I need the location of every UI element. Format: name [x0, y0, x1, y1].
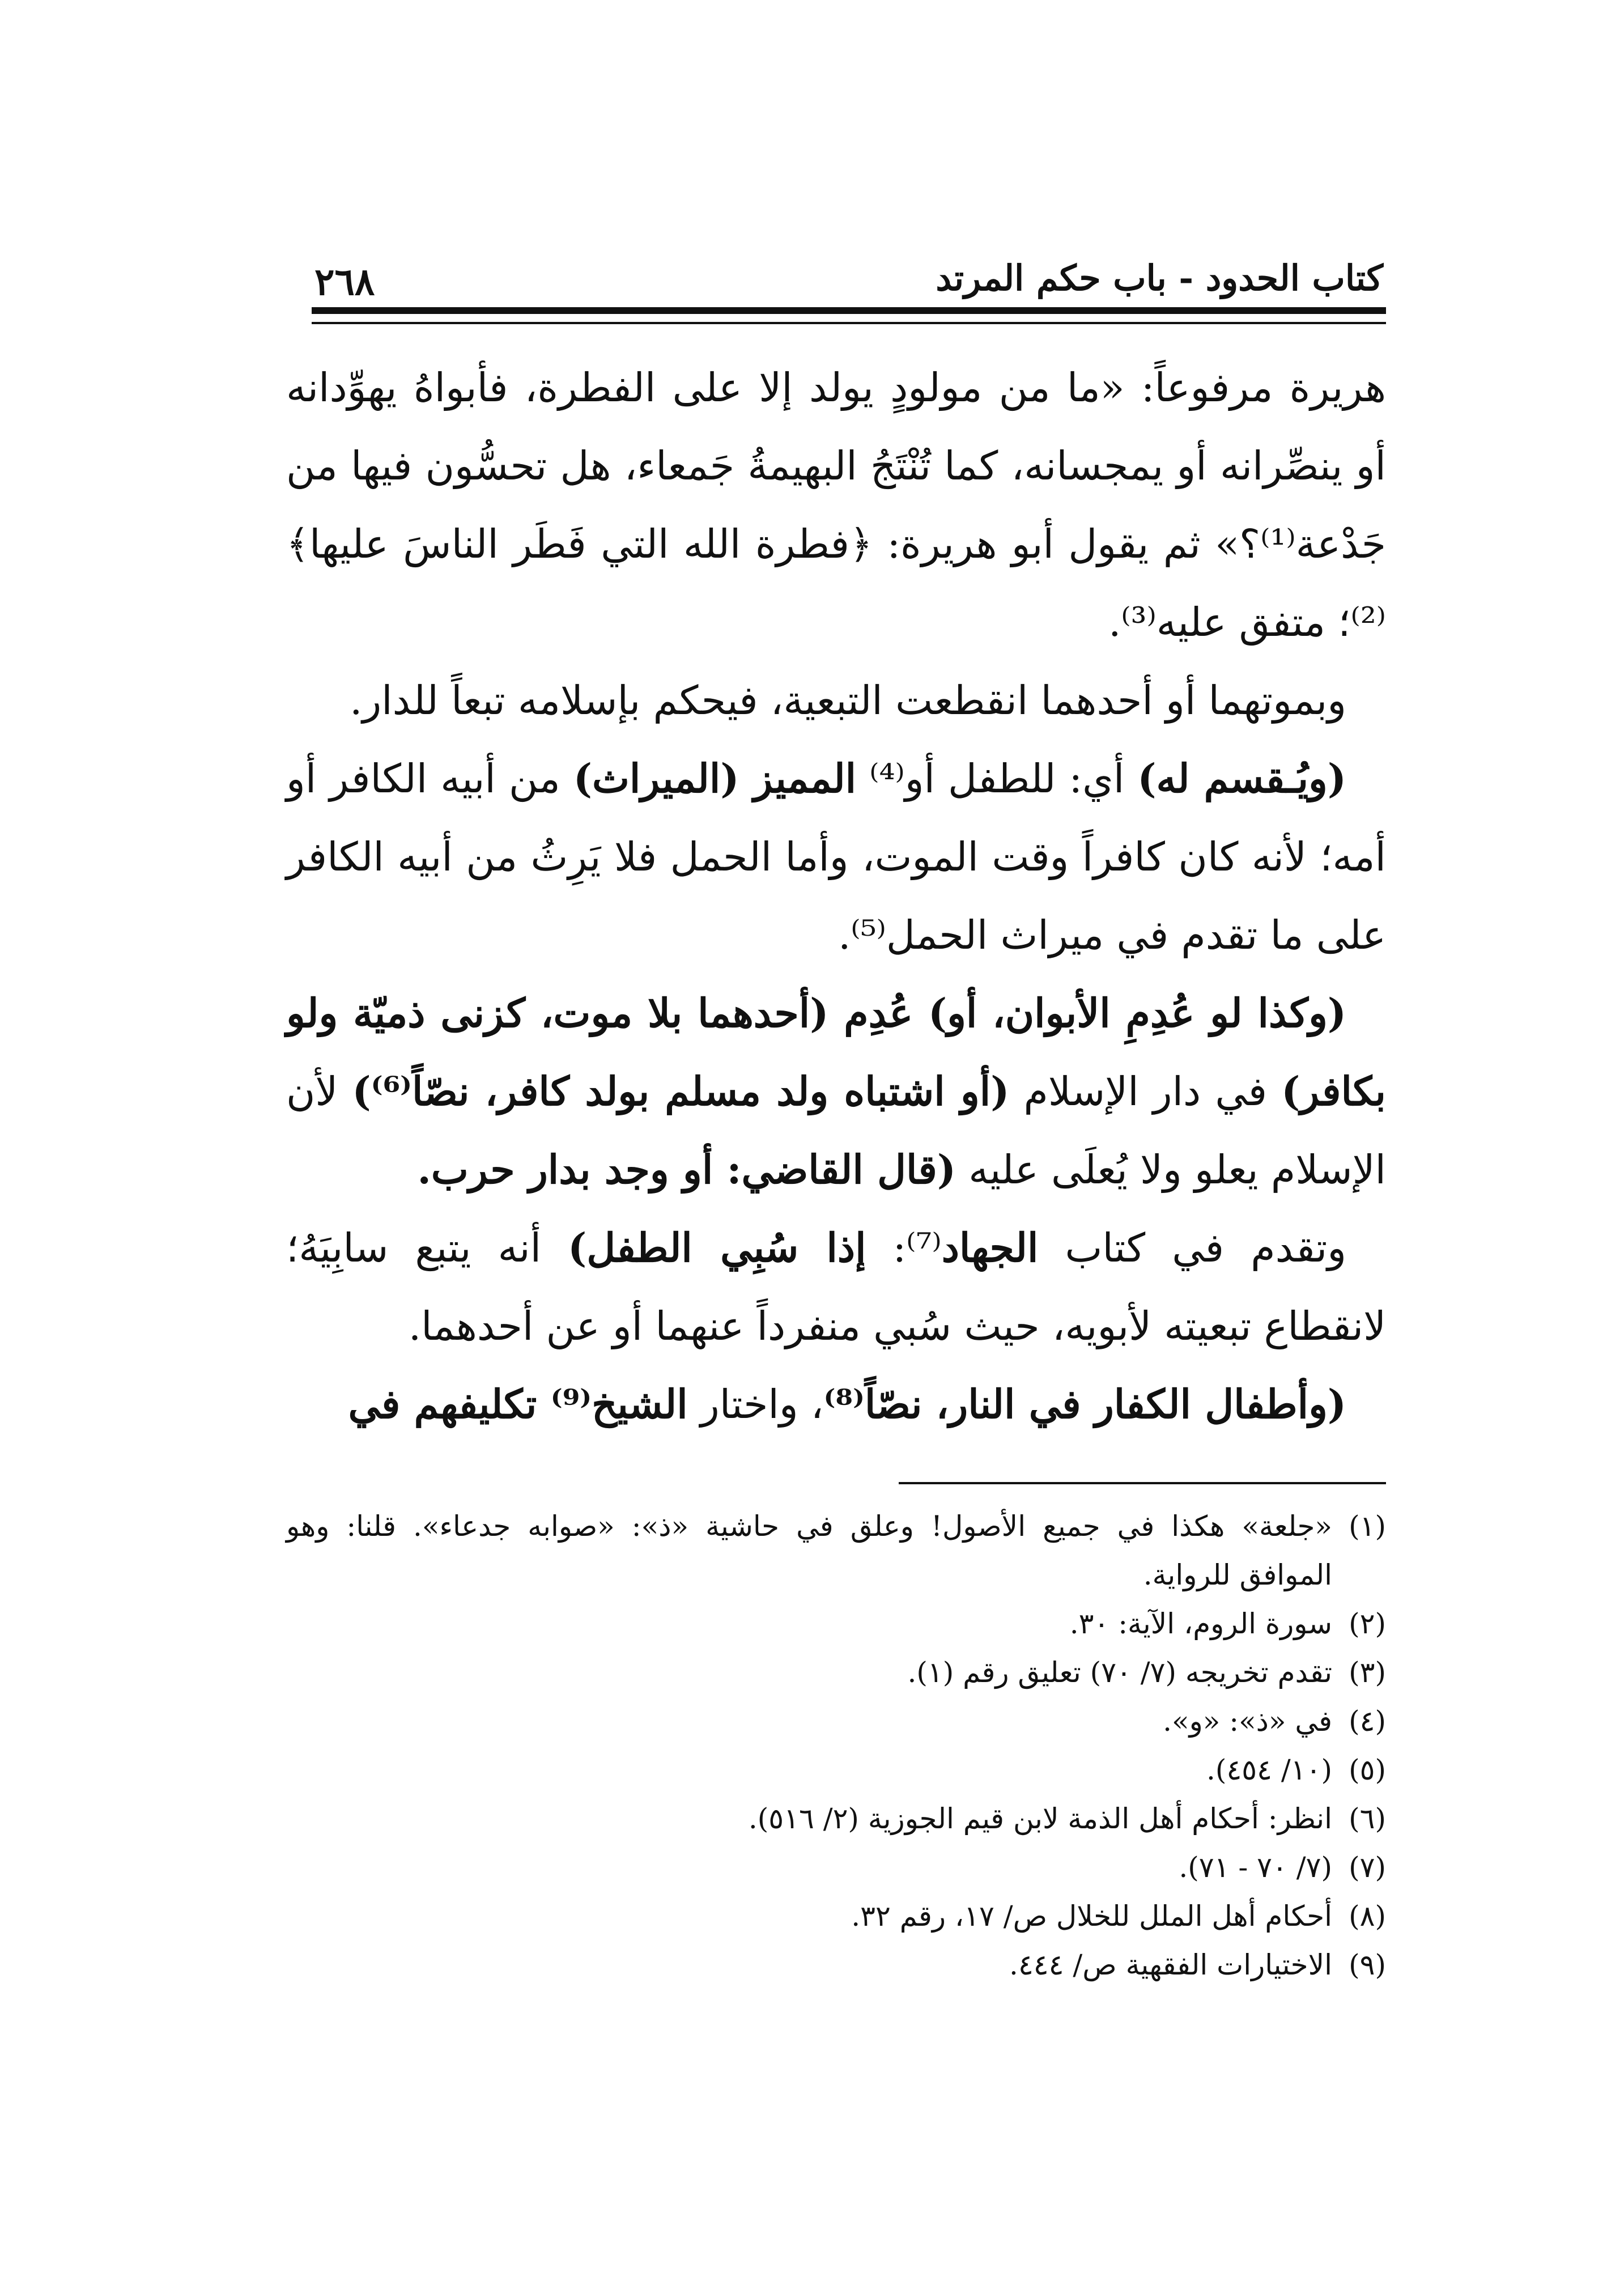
- footnote-number: (١): [1349, 1510, 1386, 1543]
- paragraph-5-bold-1: الجهاد: [941, 1224, 1039, 1271]
- paragraph-2-text: وبموتهما أو أحدهما انقطعت التبعية، فيحكم بإسلامه تبعاً للدار.: [350, 677, 1346, 724]
- paragraph-4: [286, 974, 1386, 1209]
- footnote: [286, 1794, 1386, 1843]
- footnote: [286, 1697, 1386, 1746]
- footnote-text: (٧/ ٧٠ - ٧١).: [1179, 1851, 1332, 1884]
- footnote-number: (٨): [1349, 1900, 1386, 1933]
- paragraph-4-mid: في دار الإسلام: [1009, 1068, 1282, 1115]
- paragraph-5-mid: ⁽⁷⁾:: [866, 1225, 942, 1271]
- footnote-number: (٦): [1349, 1802, 1386, 1835]
- footnote-text: انظر: أحكام أهل الذمة لابن قيم الجوزية (٢/ ٥١٦).: [748, 1802, 1332, 1835]
- footnote: [286, 1892, 1386, 1940]
- footnote-text: تقدم تخريجه (٧/ ٧٠) تعليق رقم (١).: [907, 1656, 1332, 1689]
- footnote: [286, 1502, 1386, 1599]
- footnote-text: (١٠/ ٤٥٤).: [1206, 1753, 1332, 1786]
- footnote-text: الاختيارات الفقهية ص/ ٤٤٤.: [1009, 1948, 1332, 1981]
- footnote-number: (٤): [1349, 1705, 1386, 1738]
- paragraph-5: [286, 1209, 1386, 1365]
- footnote: [286, 1940, 1386, 1989]
- paragraph-4-bold-1: (وكذا لو عُدِمِ الأبوان، أو) عُدِم (أحدهما بلا موت، كزنى ذميّة ولو بكافر): [286, 990, 1386, 1115]
- footnote-number: (٥): [1349, 1753, 1386, 1786]
- footnote-number: (٩): [1349, 1948, 1386, 1981]
- paragraph-4-bold-2: (أو اشتباه ولد مسلم بولد كافر، نصّاً⁽⁶⁾): [352, 1068, 1010, 1115]
- footnote: [286, 1746, 1386, 1794]
- header-rule-thin: [312, 322, 1386, 324]
- paragraph-6-mid: ، واختار: [687, 1381, 824, 1428]
- running-title: كتاب الحدود - باب حكم المرتد: [936, 257, 1383, 299]
- main-text: [286, 349, 1386, 1443]
- footnote: [286, 1648, 1386, 1697]
- footnote-number: (٣): [1349, 1656, 1386, 1689]
- paragraph-3-bold: المميز (الميراث): [573, 755, 857, 802]
- footnote-text: أحكام أهل الملل للخلال ص/ ١٧، رقم ٣٢.: [851, 1900, 1332, 1933]
- paragraph-2: [286, 661, 1386, 740]
- paragraph-6: [286, 1365, 1386, 1443]
- paragraph-3-lead: (ويُـقسم له): [1137, 755, 1346, 802]
- paragraph-5-bold-2: إذا سُبِي الطفل): [568, 1224, 866, 1271]
- page-number: ٢٦٨: [314, 260, 375, 304]
- footnote-number: (٢): [1349, 1607, 1386, 1640]
- footnote-text: في «ذ»: «و».: [1163, 1705, 1332, 1738]
- footnote: [286, 1843, 1386, 1892]
- paragraph-4-bold-3: (قال القاضي: أو وجد بدار حرب.: [417, 1146, 956, 1193]
- footnote-number: (٧): [1349, 1851, 1386, 1884]
- paragraph-6-bold-2: الشيخ⁽⁹⁾ تكليفهم في: [348, 1381, 688, 1428]
- paragraph-3: [286, 740, 1386, 974]
- footnote-text: «جلعة» هكذا في جميع الأصول! وعلق في حاشية «ذ»: «صوابه جدعاء». قلنا: وهو الموافق للرواية.: [286, 1510, 1332, 1591]
- paragraph-5-lead: وتقدم في كتاب: [1038, 1225, 1347, 1271]
- footnote-separator: [899, 1482, 1386, 1484]
- footnote: [286, 1599, 1386, 1648]
- paragraph-1: [286, 349, 1386, 661]
- footnotes: [286, 1502, 1386, 1989]
- paragraph-3-mid: أي: للطفل أو⁽⁴⁾: [856, 755, 1138, 802]
- paragraph-5-tail: أنه يتبع سابِيَهُ؛ لانقطاع تبعيته لأبويه، حيث سُبي منفرداً عنهما أو عن أحدهما.: [286, 1225, 1386, 1349]
- paragraph-4-tail: لأن الإسلام يعلو ولا يُعلَى عليه: [286, 1068, 1386, 1193]
- page-header: [314, 244, 1383, 304]
- header-rule-thick: [312, 307, 1386, 314]
- paragraph-3-tail: من أبيه الكافر أو أمه؛ لأنه كان كافراً وقت الموت، وأما الحمل فلا يَرِثُ من أبيه الكافر على ما تقدم في ميراث الحمل⁽⁵⁾.: [286, 755, 1386, 958]
- footnote-text: سورة الروم، الآية: ٣٠.: [1069, 1607, 1332, 1640]
- paragraph-6-bold-1: (وأطفال الكفار في النار، نصّاً⁽⁸⁾: [823, 1381, 1346, 1428]
- paragraph-1-text: هريرة مرفوعاً: «ما من مولودٍ يولد إلا على الفطرة، فأبواهُ يهوِّدانه أو ينصِّرانه أو يمجسانه، كما تُنْتَجُ البهيمةُ جَمعاء، هل تحسُّون فيها من جَدْعة⁽¹⁾؟» ثم يقول أبو هريرة: ﴿فطرة الله التي فَطَر الناسَ عليها﴾⁽²⁾؛ متفق عليه⁽³⁾.: [286, 364, 1386, 646]
